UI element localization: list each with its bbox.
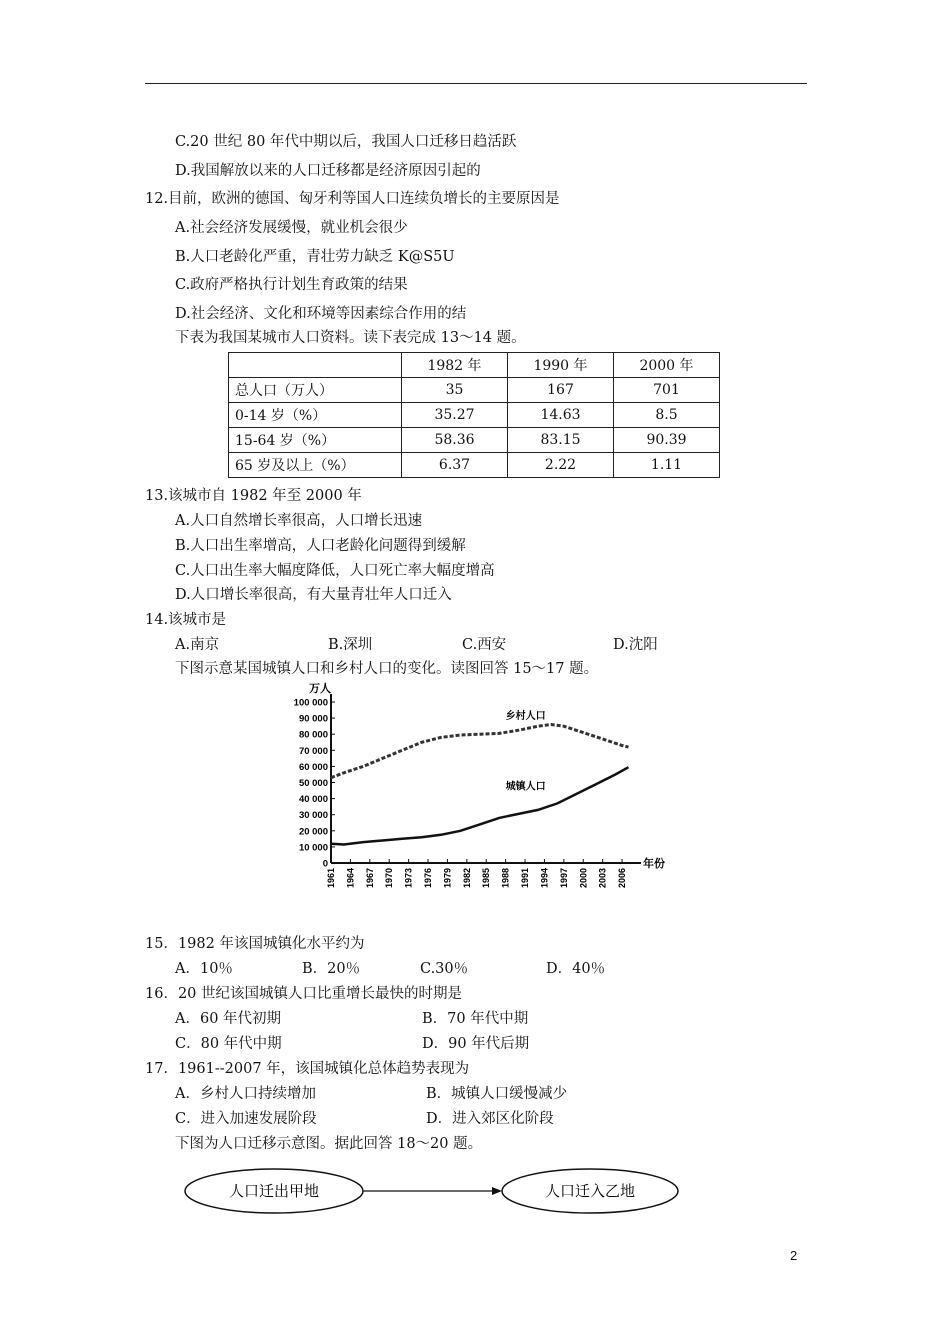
q14-stem: 14.该城市是: [145, 612, 227, 628]
q15-option-d: D．40％: [546, 961, 606, 977]
x-tick-label: 1979: [442, 868, 453, 889]
table-row: [229, 378, 720, 403]
q12-option-c: C.政府严格执行计划生育政策的结果: [175, 277, 408, 293]
q13-option-b: B.人口出生率增高，人口老龄化问题得到缓解: [175, 538, 466, 554]
q15-option-c: C.30％: [420, 961, 469, 977]
q14-option-d: D.沈阳: [613, 637, 658, 653]
y-tick-label: 50 000: [298, 778, 328, 789]
q17-option-b: B．城镇人口缓慢减少: [426, 1086, 568, 1102]
x-tick-label: 1976: [423, 868, 434, 889]
q12-option-b: B.人口老龄化严重，青壮劳力缺乏 K@S5U: [175, 249, 455, 265]
page-number: 2: [790, 1248, 798, 1263]
table-cell: 90.39: [614, 428, 720, 453]
table-row-label: 15-64 岁（%）: [229, 428, 402, 453]
q17-stem: 17．1961--2007 年，该国城镇化总体趋势表现为: [145, 1061, 470, 1077]
table-cell: 83.15: [508, 428, 614, 453]
table-row-label: 总人口（万人）: [229, 378, 402, 403]
migration-flow-diagram: [180, 1165, 680, 1217]
y-tick-label: 40 000: [298, 794, 328, 806]
q11-option-d: D.我国解放以来的人口迁移都是经济原因引起的: [175, 163, 481, 179]
destination-label: 人口迁入乙地: [544, 1182, 636, 1200]
chart-intro: 下图示意某国城镇人口和乡村人口的变化。读图回答 15～17 题。: [175, 661, 599, 677]
table-cell: 35.27: [402, 403, 508, 428]
q11-option-c: C.20 世纪 80 年代中期以后，我国人口迁移日趋活跃: [175, 134, 517, 150]
q15-option-a: A．10％: [175, 961, 233, 977]
table-cell: 35: [402, 378, 508, 403]
q16-option-b: B．70 年代中期: [422, 1011, 529, 1027]
x-tick-label: 1970: [384, 868, 395, 889]
table-header-row: [229, 353, 720, 378]
q13-option-c: C.人口出生率大幅度降低，人口死亡率大幅度增高: [175, 563, 495, 579]
q14-option-c: C.西安: [462, 637, 507, 653]
q16-stem: 16．20 世纪该国城镇人口比重增长最快的时期是: [145, 986, 463, 1002]
table-cell: 167: [508, 378, 614, 403]
population-line-chart: [285, 680, 665, 910]
x-tick-label: 2003: [597, 868, 608, 889]
q16-option-d: D．90 年代后期: [422, 1036, 530, 1052]
q12-option-a: A.社会经济发展缓慢，就业机会很少: [175, 220, 408, 236]
x-tick-label: 1994: [539, 868, 550, 889]
table-header-cell: 1982 年: [402, 353, 508, 378]
q16-option-a: A．60 年代初期: [175, 1011, 282, 1027]
y-axis-label: 万人: [309, 683, 331, 695]
x-tick-label: 1973: [403, 868, 414, 889]
q15-option-b: B．20％: [302, 961, 361, 977]
x-tick-label: 2000: [578, 868, 589, 889]
header-rule: [145, 83, 807, 84]
table-cell: 14.63: [508, 403, 614, 428]
urban-population-line: [331, 767, 629, 844]
table-cell: 701: [614, 378, 720, 403]
x-tick-label: 1964: [345, 868, 356, 889]
table-row: [229, 453, 720, 478]
flow-intro: 下图为人口迁移示意图。据此回答 18～20 题。: [175, 1136, 483, 1152]
y-tick-label: 70 000: [298, 745, 328, 757]
table-cell: 6.37: [402, 453, 508, 478]
rural-series-label: 乡村人口: [505, 710, 546, 722]
q14-option-a: A.南京: [175, 637, 220, 653]
q13-option-d: D.人口增长率很高，有大量青壮年人口迁入: [175, 587, 452, 603]
y-tick-label: 100 000: [293, 697, 328, 709]
y-tick-label: 20 000: [298, 826, 328, 838]
origin-label: 人口迁出甲地: [228, 1182, 320, 1200]
table-cell: 8.5: [614, 403, 720, 428]
q17-option-c: C．进入加速发展阶段: [175, 1111, 317, 1127]
y-tick-label: 10 000: [298, 842, 328, 854]
q14-option-b: B.深圳: [328, 637, 373, 653]
urban-series-label: 城镇人口: [505, 781, 546, 793]
x-tick-label: 1997: [558, 868, 569, 889]
y-tick-label: 90 000: [298, 713, 328, 725]
x-tick-label: 1991: [520, 868, 531, 889]
table-row: [229, 403, 720, 428]
x-axis-label: 年份: [643, 858, 665, 870]
x-tick-label: 1985: [481, 868, 492, 889]
table-row: [229, 428, 720, 453]
x-tick-label: 1988: [500, 868, 511, 889]
table-row-label: 0-14 岁（%）: [229, 403, 402, 428]
table-cell: 2.22: [508, 453, 614, 478]
q13-option-a: A.人口自然增长率很高，人口增长迅速: [175, 513, 423, 529]
q17-option-d: D．进入郊区化阶段: [426, 1111, 554, 1127]
q16-option-c: C．80 年代中期: [175, 1036, 282, 1052]
table-header-cell: 2000 年: [614, 353, 720, 378]
x-tick-label: 1982: [461, 868, 472, 889]
q13-stem: 13.该城市自 1982 年至 2000 年: [145, 488, 362, 504]
table-header-cell: 1990 年: [508, 353, 614, 378]
y-tick-label: 30 000: [298, 810, 328, 822]
x-tick-label: 1961: [326, 868, 336, 889]
population-table: [228, 352, 720, 478]
table-corner-cell: [229, 353, 402, 378]
q15-stem: 15．1982 年该国城镇化水平约为: [145, 936, 365, 952]
y-tick-label: 80 000: [298, 729, 328, 741]
q12-option-d: D.社会经济、文化和环境等因素综合作用的结: [175, 306, 467, 322]
table-row-label: 65 岁及以上（%）: [229, 453, 402, 478]
arrow-head-icon: [492, 1187, 502, 1195]
rural-population-line: [331, 725, 629, 778]
y-tick-label: 0: [322, 858, 328, 870]
table-cell: 58.36: [402, 428, 508, 453]
x-tick-label: 1967: [364, 868, 375, 889]
y-tick-label: 60 000: [298, 761, 328, 773]
table-cell: 1.11: [614, 453, 720, 478]
q12-stem: 12.目前，欧洲的德国、匈牙利等国人口连续负增长的主要原因是: [145, 191, 560, 207]
q17-option-a: A．乡村人口持续增加: [175, 1086, 316, 1102]
x-tick-label: 2006: [617, 868, 628, 889]
table-intro: 下表为我国某城市人口资料。读下表完成 13～14 题。: [175, 330, 526, 346]
